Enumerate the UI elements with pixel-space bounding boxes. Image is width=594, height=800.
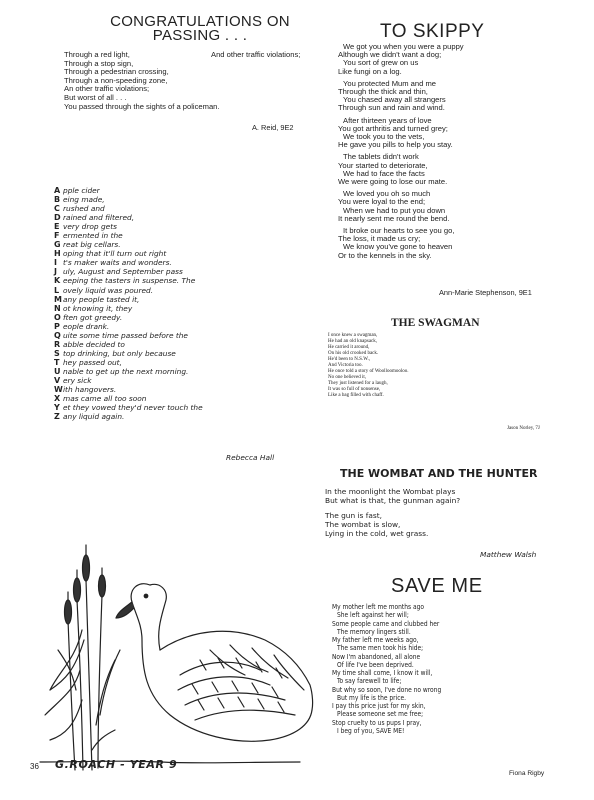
poem-line: No one believed it, [328, 374, 367, 380]
acrostic-line: O ften got greedy. [54, 312, 123, 322]
poem-line: Like a bag filled with chaff. [328, 392, 384, 398]
page-number: 36 [30, 762, 39, 771]
poem-line: You got arthritis and turned grey; [338, 123, 448, 133]
acrostic-letter: A [54, 186, 61, 195]
poem-line: Now I'm abandoned, all alone [332, 652, 421, 661]
poem-line: It was so full of nonsense, [328, 386, 381, 392]
congratulations-side-line: And other traffic violations; [211, 50, 301, 59]
poem-line: You protected Mum and me [343, 78, 437, 88]
stanza [338, 117, 464, 150]
acrostic-letter: N [54, 303, 61, 313]
poem-line: He carried it around, [328, 344, 370, 350]
poem-line: The tablets didn't work [343, 152, 419, 162]
poem-line: The loss, it made us cry; [338, 234, 421, 244]
poem-line: I pay this price just for my skin, [332, 702, 426, 710]
acrostic-line: N ot knowing it, they [54, 303, 133, 313]
congratulations-author: A. Reid, 9E2 [252, 123, 294, 132]
stanza [338, 227, 464, 260]
acrostic-letter: G [54, 240, 61, 250]
poem-line: Please someone set me free; [337, 710, 424, 719]
acrostic-letter: K [54, 276, 61, 286]
poem-line: In the moonlight the Wombat plays [325, 487, 456, 496]
poem-line: We had to face the facts [343, 168, 425, 178]
acrostic-poem [54, 186, 203, 421]
acrostic-line: I t's maker waits and wonders. [54, 258, 172, 268]
acrostic-letter: Z [54, 412, 60, 422]
poem-line: When we had to put you down [343, 205, 446, 215]
acrostic-letter: F [54, 231, 60, 241]
poem-line: He had an old knapsack, [328, 338, 378, 344]
acrostic-line: D rained and filtered, [54, 213, 135, 223]
skippy-title: TO SKIPPY [380, 21, 485, 42]
congratulations-lines [64, 51, 220, 111]
acrostic-line: H oping that it'll turn out right [54, 249, 167, 259]
poem-line: We got you when you were a puppy [343, 42, 464, 51]
poem-line: You chased away all strangers [343, 95, 446, 105]
poem-line: My time shall come, I know it will, [332, 669, 433, 677]
poem-line: We were going to lose our mate. [338, 177, 448, 187]
poem-line: Lying in the cold, wet grass. [325, 529, 429, 538]
acrostic-letter: S [54, 348, 60, 358]
acrostic-line: R abble decided to [54, 339, 125, 349]
poem-line: Through sun and rain and wind. [338, 103, 445, 113]
poem-line: Some people came and clubbed her [332, 619, 440, 628]
acrostic-line: J uly, August and September pass [54, 267, 183, 277]
acrostic-line: E very drop gets [54, 222, 117, 232]
save-me-author: Fiona Rigby [509, 770, 545, 777]
poem-line: Of life I've been deprived. [337, 660, 414, 669]
acrostic-author: Rebecca Hall [226, 453, 275, 462]
acrostic-line: X mas came all too soon [54, 394, 147, 404]
poem-line: We know you've gone to heaven [343, 242, 453, 252]
acrostic-letter: C [54, 204, 60, 214]
poem-line: Your started to deteriorate, [338, 160, 428, 170]
acrostic-letter: M [54, 294, 62, 304]
swagman-poem [328, 333, 408, 398]
acrostic-line: A pple cider [54, 186, 100, 195]
poem-line: We loved you oh so much [343, 189, 431, 199]
acrostic-letter: V [54, 375, 61, 385]
wombat-title: THE WOMBAT AND THE HUNTER [340, 467, 538, 480]
poem-line: The wombat is slow, [325, 520, 401, 529]
poem-line: He gave you pills to help you stay. [338, 140, 453, 150]
poem-title-line2: PASSING . . . [152, 27, 248, 44]
poem-line: And Victoria too. [328, 362, 363, 368]
acrostic-line: With hangovers. [54, 385, 117, 395]
acrostic-line: Q uite some time passed before the [54, 330, 188, 340]
poem-line: It nearly sent me round the bend. [338, 213, 450, 223]
poem-title: CONGRATULATIONS ON [110, 13, 290, 30]
stanza [338, 153, 464, 186]
acrostic-letter: J [54, 267, 57, 277]
stanza [338, 190, 464, 223]
poem-line: She left against her will; [337, 611, 409, 620]
cattail-reeds [45, 545, 120, 770]
acrostic-letter: E [54, 222, 60, 232]
acrostic-letter: H [54, 249, 61, 259]
acrostic-line: S top drinking, but only because [54, 348, 176, 358]
poem-line: Stop cruelty to us pups I pray, [332, 718, 422, 727]
poem-line: Through the thick and thin, [338, 87, 428, 97]
poem-line: After thirteen years of love [343, 115, 432, 125]
acrostic-line: F ermented in the [54, 231, 123, 241]
acrostic-line: C rushed and [54, 204, 105, 214]
acrostic-line: Many people tasted it, [54, 294, 140, 304]
poem-line: My mother left me months ago [332, 603, 425, 611]
swan [116, 584, 313, 742]
acrostic-line: P eople drank. [54, 321, 110, 331]
skippy-author: Ann-Marie Stephenson, 9E1 [439, 288, 532, 297]
poem-line: The memory lingers still. [337, 627, 411, 636]
poem-line: The same men took his hide; [337, 644, 424, 653]
acrostic-line: G reat big cellars. [54, 240, 121, 250]
acrostic-line: L ovely liquid was poured. [54, 285, 154, 295]
acrostic-line: B eing made, [54, 195, 105, 205]
acrostic-letter: W [54, 385, 63, 395]
poem-line: But worst of all . . . [64, 92, 127, 102]
acrostic-letter: I [54, 258, 57, 268]
poem-line: On his old crooked back. [328, 350, 379, 356]
acrostic-letter: O [54, 312, 61, 322]
acrostic-letter: T [54, 357, 60, 367]
acrostic-line: Z any liquid again. [54, 412, 125, 422]
poem-line: An other traffic violations; [64, 84, 150, 94]
poem-line: To say farewell to life; [337, 677, 402, 686]
swagman-author: Jason Norley, 7J [507, 426, 540, 431]
acrostic-letter: Q [54, 330, 61, 340]
acrostic-line: K eeping the tasters in suspense. The [54, 276, 196, 286]
save-me-poem [332, 603, 441, 735]
save-me-title: SAVE ME [391, 575, 483, 597]
poem-line: Through a non-speeding zone, [64, 75, 168, 85]
poem-line: He once told a story of Woolloomooloo. [328, 368, 409, 374]
acrostic-letter: U [54, 366, 61, 376]
poem-line: He'd been to N.S.W., [328, 356, 370, 362]
stanza [338, 43, 464, 76]
poem-line: The gun is fast, [325, 511, 382, 520]
poem-line: I beg of you, SAVE ME! [337, 726, 405, 735]
acrostic-line: U nable to get up the next morning. [54, 366, 189, 376]
poem-line: But what is that, the gunman again? [325, 496, 461, 505]
stanza [338, 80, 464, 113]
wombat-poem [325, 487, 460, 538]
poem-line: But my life is the price. [337, 693, 407, 702]
poem-line: Through a stop sign, [64, 58, 134, 68]
poem-line: I once knew a swagman, [328, 333, 378, 338]
skippy-poem [338, 43, 464, 264]
poem-line: You were loyal to the end; [338, 197, 426, 207]
acrostic-letter: X [54, 394, 61, 404]
poem-line: Like fungi on a log. [338, 66, 402, 76]
acrostic-letter: R [54, 339, 61, 349]
wombat-author: Matthew Walsh [480, 550, 537, 559]
acrostic-letter: P [54, 321, 60, 331]
drawing-signature: G.ROACH - YEAR 9 [55, 758, 178, 771]
poem-line: It broke our hearts to see you go, [343, 226, 455, 236]
poem-line: You sort of grew on us [343, 58, 419, 68]
acrostic-letter: D [54, 213, 61, 223]
acrostic-letter: Y [54, 403, 60, 413]
poem-line: Or to the kennels in the sky. [338, 250, 432, 260]
poem-line: Through a red light, [64, 50, 130, 59]
poem-line: My father left me weeks ago, [332, 636, 419, 644]
acrostic-line: V ery sick [54, 375, 92, 385]
acrostic-line: T hey passed out, [54, 357, 122, 367]
congratulations-poem [60, 15, 340, 43]
poem-line: You passed through the sights of a policeman. [64, 101, 220, 111]
acrostic-letter: B [54, 195, 61, 205]
poem-line: We took you to the vets, [343, 132, 425, 142]
poem-line: Although we didn't want a dog; [338, 50, 442, 60]
acrostic-line: Y et they vowed they'd never touch the [54, 403, 203, 413]
poem-line: Through a pedestrian crossing, [64, 67, 169, 77]
poem-line: But why so soon, I've done no wrong [332, 685, 442, 694]
swagman-title: THE SWAGMAN [391, 317, 480, 329]
swan-drawing [20, 500, 320, 790]
poem-line: They just listened for a laugh, [328, 380, 388, 386]
acrostic-letter: L [54, 285, 60, 295]
